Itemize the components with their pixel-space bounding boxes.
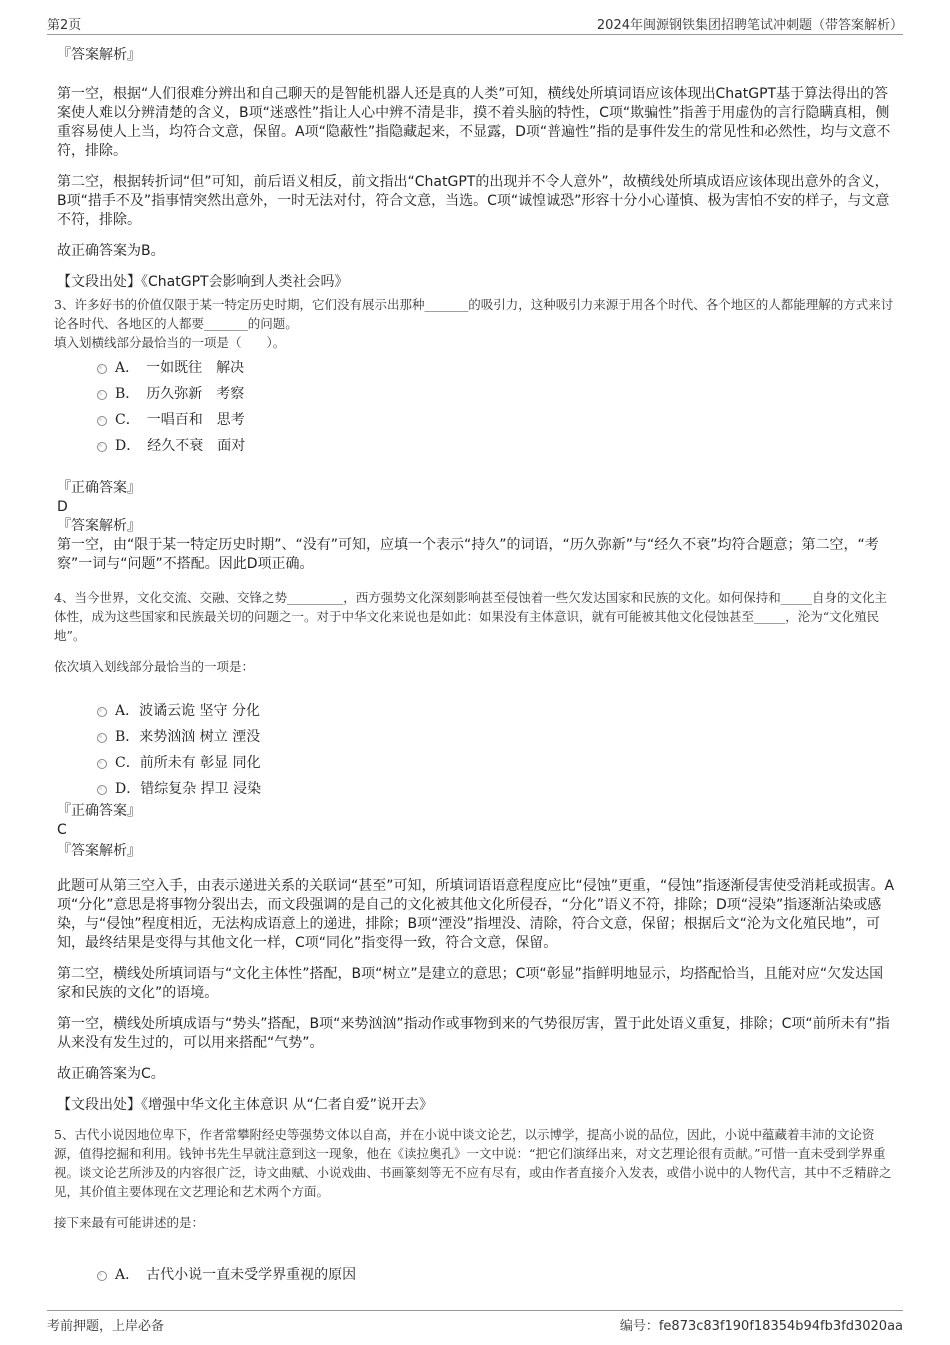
analysis-label: 『答案解析』 — [57, 518, 141, 534]
question-3-text: 3、许多好书的价值仅限于某一特定历史时期，它们没有展示出那种_______的吸引力，这种吸引力来源于用各个时代、各个地区的人都能理解的方式来讨论各时代、各地区的人都要_______的问题。 — [54, 297, 894, 331]
footer-slogan: 考前押题，上岸必备 — [47, 1319, 165, 1334]
source-citation: 【文段出处】《增强中华文化主体意识 从“仁者自爱”说开去》 — [57, 1097, 433, 1113]
radio-icon[interactable] — [97, 785, 107, 795]
correct-answer: C — [57, 822, 67, 838]
analysis-paragraph: 第二空，根据转折词“但”可知，前后语义相反，前文指出“ChatGPT的出现并不令人意外”，故横线处所填成语应该体现出意外的含义，B项“措手不及”指事情突然出意外，一时无法对付，符合文意，当选。C项“诚惶诚恐”形容十分小心谨慎、极为害怕不安的样子，与文意不符，排除。 — [57, 174, 890, 228]
radio-icon[interactable] — [97, 1271, 107, 1281]
question-5-prompt: 接下来最有可能讲述的是： — [54, 1215, 205, 1230]
correct-answer: D — [57, 499, 68, 515]
correct-answer-label: 『正确答案』 — [57, 803, 141, 819]
page-footer — [47, 1310, 903, 1333]
answer-conclusion: 故正确答案为C。 — [57, 1066, 165, 1082]
option-d[interactable]: D．错综复杂 捍卫 浸染 — [57, 776, 895, 802]
document-title: 2024年闽源钢铁集团招聘笔试冲刺题（带答案解析） — [596, 18, 903, 33]
analysis-paragraph: 第一空，根据“人们很难分辨出和自己聊天的是智能机器人还是真的人类”可知，横线处所填词语应该体现出ChatGPT基于算法得出的答案使人难以分辨清楚的含义，B项“迷惑性”指让人心中辨不清是非，摸不着头脑的特性，C项“欺骗性”指善于用虚伪的言行隐瞒真相，侧重容易使人上当，均符合文意，保留。A项“隐蔽性”指隐藏起来，不显露，D项“普遍性”指的是事件发生的常见性和必然性，均与文意不符，排除。 — [57, 86, 891, 159]
radio-icon[interactable] — [97, 390, 107, 400]
question-3-options — [57, 355, 895, 459]
radio-icon[interactable] — [97, 707, 107, 717]
option-a[interactable]: A．波谲云诡 坚守 分化 — [57, 698, 895, 724]
radio-icon[interactable] — [97, 733, 107, 743]
analysis-paragraph: 第一空，横线处所填成语与“势头”搭配，B项“来势汹汹”指动作或事物到来的气势很厉害，置于此处语义重复，排除；C项“前所未有”指从来没有发生过的，可以用来搭配“气势”。 — [57, 1016, 890, 1051]
radio-icon[interactable] — [97, 364, 107, 374]
document-body — [54, 46, 895, 1288]
question-4-text: 4、当今世界，文化交流、交融、交锋之势_________，西方强势文化深刻影响甚至侵蚀着一些欠发达国家和民族的文化。如何保持和_____自身的文化主体性，成为这些国家和民族最关切的问题之一。对于中华文化来说也是如此：如果没有主体意识，就有可能被其他文化侵蚀甚至_____，沦为“文化殖民地”。 — [54, 590, 887, 643]
question-4-prompt: 依次填入划线部分最恰当的一项是： — [54, 659, 255, 674]
correct-answer-label: 『正确答案』 — [57, 480, 141, 496]
option-b[interactable]: B．来势汹汹 树立 湮没 — [57, 724, 895, 750]
analysis-label: 『答案解析』 — [57, 47, 141, 63]
question-5-text: 5、古代小说因地位卑下，作者常攀附经史等强势文体以自高，并在小说中谈文论艺，以示博学，提高小说的品位，因此，小说中蕴藏着丰沛的文论资源，值得挖掘和利用。钱钟书先生早就注意到这一现象，他在《读拉奥孔》一文中说：“把它们演绎出来，对文艺理论很有贡献。”可惜一直未受到学界重视。谈文论艺所涉及的内容很广泛，诗文曲赋、小说戏曲、书画篆刻等无不应有尽有，或由作者直接介入发表，或借小说中的人物代言，其中不乏精辟之见，其价值主要体现在文艺理论和艺术两个方面。 — [54, 1127, 892, 1199]
option-a[interactable]: A． 一如既往 解决 — [57, 355, 895, 381]
radio-icon[interactable] — [97, 759, 107, 769]
radio-icon[interactable] — [97, 416, 107, 426]
source-citation: 【文段出处】《ChatGPT会影响到人类社会吗》 — [57, 274, 349, 290]
option-d[interactable]: D． 经久不衰 面对 — [57, 433, 895, 459]
option-b[interactable]: B． 历久弥新 考察 — [57, 381, 895, 407]
option-c[interactable]: C． 一唱百和 思考 — [57, 407, 895, 433]
analysis-paragraph: 第一空，由“限于某一特定历史时期”、“没有”可知，应填一个表示“持久”的词语，“历久弥新”与“经久不衰”均符合题意；第二空，“考察”一词与“问题”不搭配。因此D项正确。 — [57, 537, 879, 572]
analysis-paragraph: 第二空，横线处所填词语与“文化主体性”搭配，B项“树立”是建立的意思；C项“彰显”指鲜明地显示，均搭配恰当，且能对应“欠发达国家和民族的文化”的语境。 — [57, 966, 884, 1001]
page-number: 第2页 — [47, 18, 82, 33]
option-c[interactable]: C．前所未有 彰显 同化 — [57, 750, 895, 776]
answer-conclusion: 故正确答案为B。 — [57, 243, 165, 259]
radio-icon[interactable] — [97, 442, 107, 452]
question-5-options — [57, 1262, 895, 1288]
analysis-label: 『答案解析』 — [57, 843, 141, 859]
question-4-options — [57, 698, 895, 802]
analysis-paragraph: 此题可从第三空入手，由表示递进关系的关联词“甚至”可知，所填词语语意程度应比“侵蚀”更重，“侵蚀”指逐渐侵害使受消耗或损害。A项“分化”意思是将事物分裂出去，而文段强调的是自己的文化被其他文化所侵吞，“分化”语义不符，排除；D项“浸染”指逐渐沾染或感染，与“侵蚀”程度相近，无法构成语意上的递进，排除；B项“湮没”指埋没、清除，符合文意，保留；根据后文“沦为文化殖民地”，可知，最终结果是变得与其他文化一样，C项“同化”指变得一致，符合文意，保留。 — [57, 878, 895, 951]
document-id: 编号：fe873c83f190f18354b94fb3fd3020aa — [619, 1319, 903, 1334]
question-3-prompt: 填入划横线部分最恰当的一项是（ ）。 — [54, 335, 286, 350]
option-a[interactable]: A． 古代小说一直未受学界重视的原因 — [57, 1262, 895, 1288]
page-header — [47, 12, 903, 35]
